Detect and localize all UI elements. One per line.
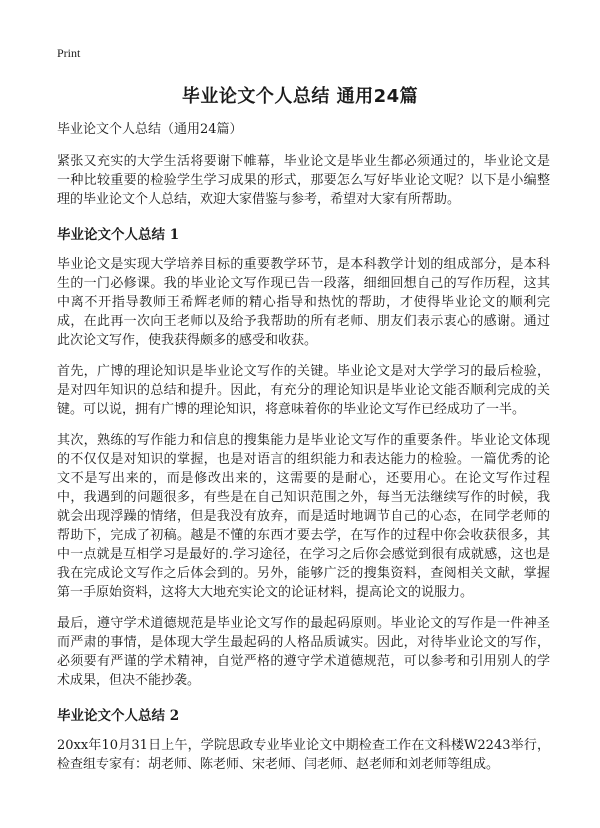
document-subtitle: 毕业论文个人总结（通用24篇） — [57, 122, 243, 137]
section-2-paragraph-1: 20xx年10月31日上午，学院思政专业毕业论文中期检查工作在文科楼W2243举行，检查组专家有：胡老师、陈老师、宋老师、闫老师、赵老师和刘老师等组成。 — [57, 738, 550, 772]
document-body — [57, 120, 550, 786]
section-heading-1: 毕业论文个人总结 1 — [57, 227, 180, 243]
section-1-paragraph-4: 最后，遵守学术道德规范是毕业论文写作的最起码原则。毕业论文的写作是一件神圣而严肃的事情，是体现大学生最起码的人格品质诚实。因此，对待毕业论文的写作，必须要有严谨的学术精神，自觉严格的遵守学术道德规范，可以参考和引用别人的学术成果，但决不能抄袭。 — [57, 616, 550, 688]
section-1-paragraph-3: 其次，熟练的写作能力和信息的搜集能力是毕业论文写作的重要条件。毕业论文体现的不仅仅是对知识的掌握，也是对语言的组织能力和表达能力的检验。一篇优秀的论文不是写出来的，而是修改出来的，这需要的是耐心，还要用心。在论文写作过程中，我遇到的问题很多，有些是在自己知识范围之外，每当无法继续写作的时候，我就会出现浮躁的情绪，但是我没有放弃，而是适时地调节自己的心态，在同学老师的帮助下，完成了初稿。越是不懂的东西才要去学，在写作的过程中你会收获很多，其中一点就是互相学习是最好的.学习途径，在学习之后你会感觉到很有成就感，这也是我在完成论文写作之后体会到的。另外，能够广泛的搜集资料，查阅相关文献，掌握第一手原始资料，这将大大地充实论文的论证材料，提高论文的说服力。 — [57, 433, 550, 600]
section-1-paragraph-1: 毕业论文是实现大学培养目标的重要教学环节，是本科教学计划的组成部分，是本科生的一门必修课。我的毕业论文写作现已告一段落，细细回想自己的写作历程，这其中离不开指导教师王希辉老师的精心指导和热忱的帮助，才使得毕业论文的顺利完成，在此再一次向王老师以及给予我帮助的所有老师、朋友们表示衷心的感谢。通过此次论文写作，使我获得颇多的感受和收获。 — [57, 257, 550, 348]
intro-paragraph: 紧张又充实的大学生活将要谢下帷幕，毕业论文是毕业生都必须通过的，毕业论文是一种比较重要的检验学生学习成果的形式，那要怎么写好毕业论文呢？以下是小编整理的毕业论文个人总结，欢迎大家借鉴与参考，希望对大家有所帮助。 — [57, 154, 550, 207]
section-1-paragraph-2: 首先，广博的理论知识是毕业论文写作的关键。毕业论文是对大学学习的最后检验，是对四年知识的总结和提升。因此，有充分的理论知识是毕业论文能否顺利完成的关键。可以说，拥有广博的理论知识，将意味着你的毕业论文写作已经成功了一半。 — [57, 364, 550, 417]
page-title: 毕业论文个人总结 通用24篇 — [181, 86, 419, 107]
section-heading-2: 毕业论文个人总结 2 — [57, 708, 180, 724]
print-link[interactable]: Print — [57, 46, 81, 60]
